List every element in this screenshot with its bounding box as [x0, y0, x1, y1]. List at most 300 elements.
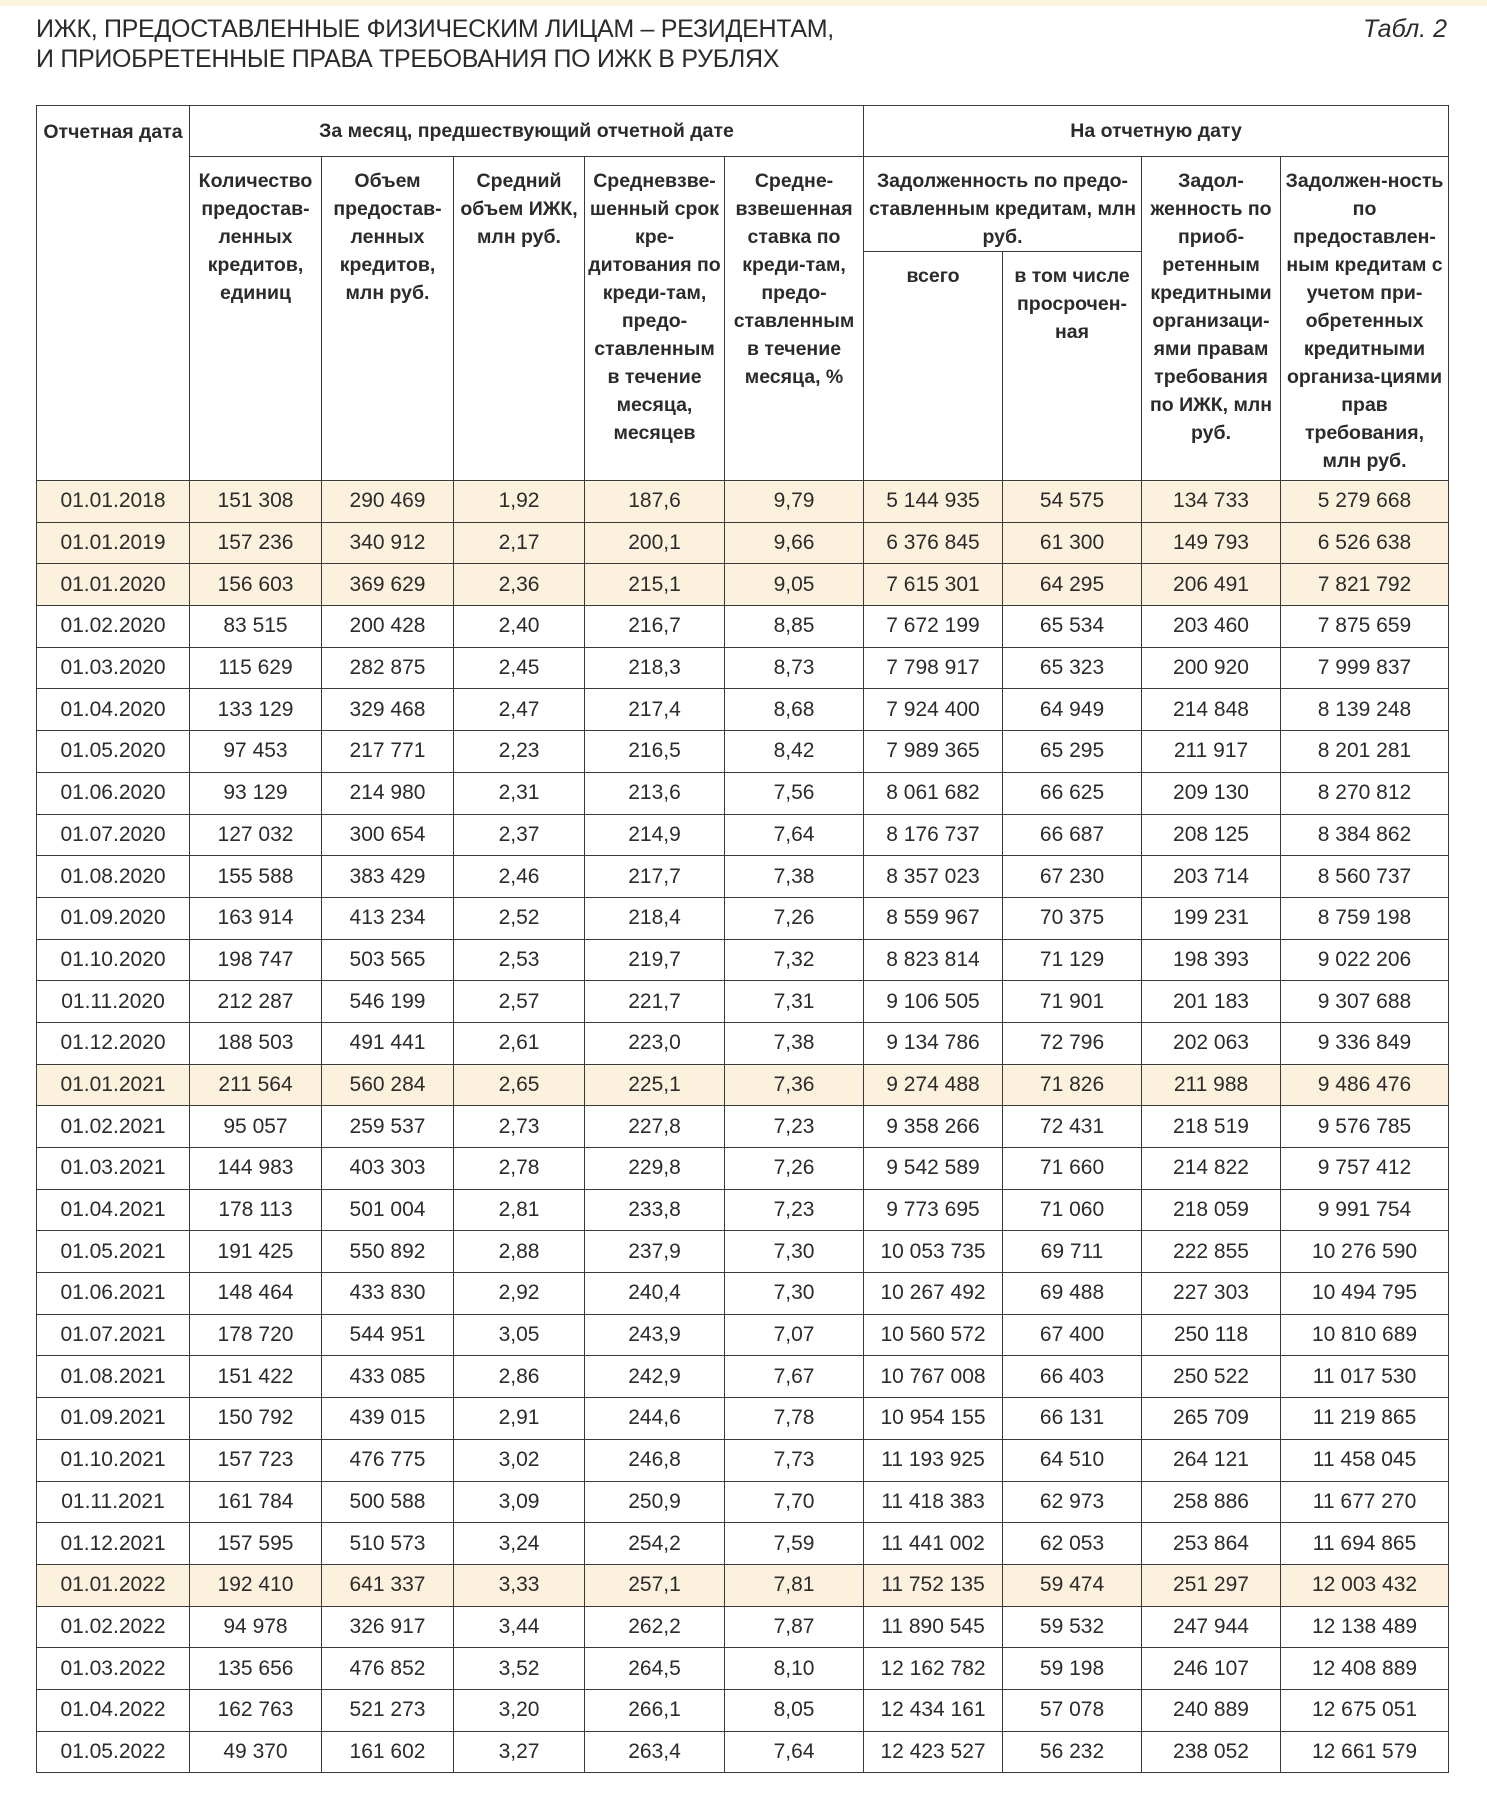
cell-avg-volume: 2,45	[454, 647, 585, 689]
cell-count: 97 453	[190, 731, 322, 773]
cell-debt-with-acquired: 9 336 849	[1281, 1022, 1449, 1064]
cell-debt-acquired: 253 864	[1142, 1523, 1281, 1565]
cell-debt-with-acquired: 9 486 476	[1281, 1064, 1449, 1106]
cell-debt-acquired: 246 107	[1142, 1648, 1281, 1690]
cell-avg-term: 223,0	[585, 1022, 725, 1064]
cell-debt-with-acquired: 12 408 889	[1281, 1648, 1449, 1690]
cell-volume: 476 775	[322, 1439, 454, 1481]
table-row	[37, 1564, 1449, 1606]
table-row	[37, 1731, 1449, 1773]
cell-debt-overdue: 69 711	[1003, 1231, 1142, 1273]
cell-avg-rate: 7,26	[725, 1148, 864, 1190]
cell-count: 211 564	[190, 1064, 322, 1106]
cell-date: 01.07.2021	[37, 1314, 190, 1356]
cell-debt-overdue: 66 625	[1003, 772, 1142, 814]
cell-date: 01.01.2019	[37, 522, 190, 564]
table-row	[37, 1481, 1449, 1523]
cell-volume: 329 468	[322, 689, 454, 731]
cell-avg-rate: 8,73	[725, 647, 864, 689]
cell-count: 49 370	[190, 1731, 322, 1773]
cell-debt-with-acquired: 11 458 045	[1281, 1439, 1449, 1481]
cell-debt-total: 7 798 917	[864, 647, 1003, 689]
table-row	[37, 1148, 1449, 1190]
cell-date: 01.01.2020	[37, 564, 190, 606]
cell-avg-term: 219,7	[585, 939, 725, 981]
cell-avg-rate: 9,05	[725, 564, 864, 606]
table-row	[37, 1022, 1449, 1064]
cell-debt-acquired: 218 519	[1142, 1106, 1281, 1148]
cell-avg-rate: 8,42	[725, 731, 864, 773]
cell-volume: 413 234	[322, 897, 454, 939]
cell-debt-total: 7 989 365	[864, 731, 1003, 773]
cell-debt-overdue: 66 687	[1003, 814, 1142, 856]
header-debt-total: всего	[864, 252, 1003, 481]
cell-volume: 476 852	[322, 1648, 454, 1690]
cell-count: 83 515	[190, 606, 322, 648]
cell-volume: 161 602	[322, 1731, 454, 1773]
cell-count: 115 629	[190, 647, 322, 689]
cell-volume: 282 875	[322, 647, 454, 689]
cell-debt-with-acquired: 9 991 754	[1281, 1189, 1449, 1231]
cell-avg-term: 240,4	[585, 1273, 725, 1315]
cell-debt-total: 5 144 935	[864, 481, 1003, 523]
cell-count: 150 792	[190, 1398, 322, 1440]
cell-avg-rate: 7,32	[725, 939, 864, 981]
cell-volume: 560 284	[322, 1064, 454, 1106]
table-header	[37, 106, 1449, 481]
cell-debt-total: 10 954 155	[864, 1398, 1003, 1440]
cell-avg-volume: 3,24	[454, 1523, 585, 1565]
cell-avg-rate: 8,10	[725, 1648, 864, 1690]
table-row	[37, 1356, 1449, 1398]
cell-debt-with-acquired: 12 675 051	[1281, 1689, 1449, 1731]
cell-volume: 510 573	[322, 1523, 454, 1565]
cell-avg-term: 250,9	[585, 1481, 725, 1523]
cell-debt-with-acquired: 10 276 590	[1281, 1231, 1449, 1273]
cell-debt-with-acquired: 7 999 837	[1281, 647, 1449, 689]
cell-debt-overdue: 62 973	[1003, 1481, 1142, 1523]
cell-debt-acquired: 134 733	[1142, 481, 1281, 523]
cell-avg-term: 243,9	[585, 1314, 725, 1356]
cell-debt-total: 11 418 383	[864, 1481, 1003, 1523]
cell-debt-overdue: 64 510	[1003, 1439, 1142, 1481]
cell-avg-rate: 8,68	[725, 689, 864, 731]
cell-debt-overdue: 62 053	[1003, 1523, 1142, 1565]
cell-date: 01.02.2020	[37, 606, 190, 648]
cell-debt-overdue: 67 400	[1003, 1314, 1142, 1356]
cell-avg-term: 229,8	[585, 1148, 725, 1190]
cell-avg-term: 218,4	[585, 897, 725, 939]
cell-debt-acquired: 258 886	[1142, 1481, 1281, 1523]
cell-avg-volume: 2,88	[454, 1231, 585, 1273]
cell-count: 212 287	[190, 981, 322, 1023]
cell-debt-acquired: 251 297	[1142, 1564, 1281, 1606]
cell-debt-total: 10 053 735	[864, 1231, 1003, 1273]
cell-date: 01.02.2022	[37, 1606, 190, 1648]
cell-debt-acquired: 214 822	[1142, 1148, 1281, 1190]
cell-count: 94 978	[190, 1606, 322, 1648]
cell-debt-overdue: 66 403	[1003, 1356, 1142, 1398]
cell-debt-acquired: 265 709	[1142, 1398, 1281, 1440]
header-month-group: За месяц, предшествующий отчетной дате	[190, 106, 864, 157]
cell-volume: 300 654	[322, 814, 454, 856]
cell-avg-rate: 7,70	[725, 1481, 864, 1523]
cell-avg-volume: 3,44	[454, 1606, 585, 1648]
cell-avg-rate: 7,23	[725, 1189, 864, 1231]
cell-debt-with-acquired: 10 494 795	[1281, 1273, 1449, 1315]
cell-debt-overdue: 54 575	[1003, 481, 1142, 523]
table-row	[37, 606, 1449, 648]
cell-avg-term: 266,1	[585, 1689, 725, 1731]
cell-avg-rate: 7,30	[725, 1231, 864, 1273]
header-date-group: На отчетную дату	[864, 106, 1449, 157]
cell-avg-volume: 1,92	[454, 481, 585, 523]
cell-debt-acquired: 222 855	[1142, 1231, 1281, 1273]
cell-count: 191 425	[190, 1231, 322, 1273]
cell-debt-with-acquired: 5 279 668	[1281, 481, 1449, 523]
cell-avg-term: 242,9	[585, 1356, 725, 1398]
cell-volume: 503 565	[322, 939, 454, 981]
cell-debt-acquired: 203 714	[1142, 856, 1281, 898]
cell-volume: 491 441	[322, 1022, 454, 1064]
cell-avg-volume: 2,47	[454, 689, 585, 731]
table-row	[37, 1314, 1449, 1356]
cell-debt-acquired: 208 125	[1142, 814, 1281, 856]
cell-avg-term: 257,1	[585, 1564, 725, 1606]
cell-count: 127 032	[190, 814, 322, 856]
cell-count: 157 595	[190, 1523, 322, 1565]
cell-avg-rate: 7,36	[725, 1064, 864, 1106]
cell-volume: 544 951	[322, 1314, 454, 1356]
cell-debt-with-acquired: 12 138 489	[1281, 1606, 1449, 1648]
cell-avg-rate: 7,26	[725, 897, 864, 939]
cell-volume: 641 337	[322, 1564, 454, 1606]
table-row	[37, 897, 1449, 939]
table-row	[37, 689, 1449, 731]
cell-debt-total: 9 274 488	[864, 1064, 1003, 1106]
cell-date: 01.10.2020	[37, 939, 190, 981]
cell-date: 01.01.2022	[37, 1564, 190, 1606]
cell-debt-overdue: 72 796	[1003, 1022, 1142, 1064]
cell-date: 01.05.2020	[37, 731, 190, 773]
cell-debt-acquired: 199 231	[1142, 897, 1281, 939]
cell-date: 01.04.2022	[37, 1689, 190, 1731]
cell-debt-overdue: 71 826	[1003, 1064, 1142, 1106]
cell-count: 198 747	[190, 939, 322, 981]
cell-debt-acquired: 206 491	[1142, 564, 1281, 606]
cell-avg-rate: 9,66	[725, 522, 864, 564]
cell-debt-with-acquired: 9 022 206	[1281, 939, 1449, 981]
cell-avg-term: 214,9	[585, 814, 725, 856]
table-row	[37, 481, 1449, 523]
cell-debt-with-acquired: 12 661 579	[1281, 1731, 1449, 1773]
cell-avg-term: 263,4	[585, 1731, 725, 1773]
cell-date: 01.10.2021	[37, 1439, 190, 1481]
header-debt-with-acquired: Задолжен-ность по предоставлен-ным кредитам с учетом при-обретенных кредитными организа-циями прав требования, млн руб.	[1281, 157, 1449, 481]
cell-debt-total: 10 560 572	[864, 1314, 1003, 1356]
header-avg-term: Средневзве-шенный срок кре-дитования по креди-там, предо-ставленным в течение месяца, месяцев	[585, 157, 725, 481]
cell-avg-rate: 7,31	[725, 981, 864, 1023]
cell-avg-rate: 7,23	[725, 1106, 864, 1148]
cell-avg-volume: 3,20	[454, 1689, 585, 1731]
cell-count: 192 410	[190, 1564, 322, 1606]
cell-count: 178 113	[190, 1189, 322, 1231]
cell-avg-volume: 2,17	[454, 522, 585, 564]
cell-avg-volume: 3,05	[454, 1314, 585, 1356]
cell-debt-with-acquired: 9 307 688	[1281, 981, 1449, 1023]
cell-volume: 403 303	[322, 1148, 454, 1190]
cell-debt-overdue: 61 300	[1003, 522, 1142, 564]
cell-debt-overdue: 57 078	[1003, 1689, 1142, 1731]
cell-avg-volume: 2,92	[454, 1273, 585, 1315]
cell-avg-volume: 2,37	[454, 814, 585, 856]
cell-debt-overdue: 59 532	[1003, 1606, 1142, 1648]
cell-debt-with-acquired: 11 219 865	[1281, 1398, 1449, 1440]
cell-debt-overdue: 66 131	[1003, 1398, 1142, 1440]
cell-date: 01.06.2021	[37, 1273, 190, 1315]
cell-date: 01.04.2021	[37, 1189, 190, 1231]
table-row	[37, 1106, 1449, 1148]
cell-debt-total: 8 176 737	[864, 814, 1003, 856]
cell-avg-volume: 2,46	[454, 856, 585, 898]
cell-avg-volume: 2,65	[454, 1064, 585, 1106]
cell-avg-volume: 2,78	[454, 1148, 585, 1190]
table-row	[37, 856, 1449, 898]
cell-debt-total: 8 559 967	[864, 897, 1003, 939]
cell-volume: 200 428	[322, 606, 454, 648]
cell-debt-overdue: 69 488	[1003, 1273, 1142, 1315]
cell-count: 144 983	[190, 1148, 322, 1190]
cell-avg-rate: 7,67	[725, 1356, 864, 1398]
cell-avg-term: 216,7	[585, 606, 725, 648]
cell-debt-acquired: 198 393	[1142, 939, 1281, 981]
table-row	[37, 939, 1449, 981]
cell-avg-volume: 2,61	[454, 1022, 585, 1064]
cell-count: 178 720	[190, 1314, 322, 1356]
cell-avg-rate: 8,05	[725, 1689, 864, 1731]
table-label: Табл. 2	[1362, 15, 1447, 43]
cell-date: 01.08.2021	[37, 1356, 190, 1398]
cell-debt-total: 11 193 925	[864, 1439, 1003, 1481]
cell-count: 133 129	[190, 689, 322, 731]
cell-debt-acquired: 149 793	[1142, 522, 1281, 564]
cell-count: 135 656	[190, 1648, 322, 1690]
cell-avg-rate: 9,79	[725, 481, 864, 523]
cell-debt-total: 9 773 695	[864, 1189, 1003, 1231]
cell-debt-acquired: 211 917	[1142, 731, 1281, 773]
cell-debt-with-acquired: 9 757 412	[1281, 1148, 1449, 1190]
cell-debt-overdue: 70 375	[1003, 897, 1142, 939]
cell-count: 148 464	[190, 1273, 322, 1315]
cell-debt-overdue: 71 129	[1003, 939, 1142, 981]
cell-date: 01.11.2021	[37, 1481, 190, 1523]
data-table	[36, 105, 1449, 1773]
cell-volume: 217 771	[322, 731, 454, 773]
cell-date: 01.09.2021	[37, 1398, 190, 1440]
cell-avg-volume: 2,53	[454, 939, 585, 981]
cell-debt-with-acquired: 8 139 248	[1281, 689, 1449, 731]
cell-count: 157 723	[190, 1439, 322, 1481]
cell-debt-total: 9 134 786	[864, 1022, 1003, 1064]
cell-debt-acquired: 247 944	[1142, 1606, 1281, 1648]
cell-debt-total: 9 542 589	[864, 1148, 1003, 1190]
cell-debt-overdue: 64 295	[1003, 564, 1142, 606]
table-row	[37, 1231, 1449, 1273]
cell-count: 188 503	[190, 1022, 322, 1064]
cell-date: 01.03.2021	[37, 1148, 190, 1190]
cell-date: 01.01.2021	[37, 1064, 190, 1106]
cell-avg-term: 237,9	[585, 1231, 725, 1273]
cell-volume: 340 912	[322, 522, 454, 564]
cell-debt-acquired: 214 848	[1142, 689, 1281, 731]
cell-date: 01.03.2022	[37, 1648, 190, 1690]
cell-avg-rate: 7,59	[725, 1523, 864, 1565]
table-row	[37, 981, 1449, 1023]
cell-debt-acquired: 250 522	[1142, 1356, 1281, 1398]
cell-avg-rate: 7,64	[725, 814, 864, 856]
header-debt-acquired: Задол-женность по приоб-ретенным кредитными организаци-ями правам требования по ИЖК, млн руб.	[1142, 157, 1281, 481]
cell-avg-volume: 3,27	[454, 1731, 585, 1773]
cell-debt-overdue: 71 901	[1003, 981, 1142, 1023]
cell-avg-term: 217,4	[585, 689, 725, 731]
title-line-1: ИЖК, ПРЕДОСТАВЛЕННЫЕ ФИЗИЧЕСКИМ ЛИЦАМ – РЕЗИДЕНТАМ,	[36, 15, 834, 43]
cell-debt-with-acquired: 9 576 785	[1281, 1106, 1449, 1148]
cell-debt-overdue: 56 232	[1003, 1731, 1142, 1773]
cell-debt-with-acquired: 8 384 862	[1281, 814, 1449, 856]
cell-volume: 290 469	[322, 481, 454, 523]
cell-date: 01.03.2020	[37, 647, 190, 689]
cell-date: 01.12.2020	[37, 1022, 190, 1064]
cell-debt-acquired: 209 130	[1142, 772, 1281, 814]
cell-debt-with-acquired: 11 017 530	[1281, 1356, 1449, 1398]
cell-avg-volume: 2,73	[454, 1106, 585, 1148]
cell-avg-term: 254,2	[585, 1523, 725, 1565]
cell-count: 151 308	[190, 481, 322, 523]
cell-debt-acquired: 240 889	[1142, 1689, 1281, 1731]
cell-volume: 369 629	[322, 564, 454, 606]
table-row	[37, 814, 1449, 856]
cell-count: 93 129	[190, 772, 322, 814]
cell-avg-volume: 2,52	[454, 897, 585, 939]
header-debt-group: Задолженность по предо-ставленным кредитам, млн руб.	[864, 157, 1142, 252]
cell-volume: 550 892	[322, 1231, 454, 1273]
cell-date: 01.09.2020	[37, 897, 190, 939]
cell-debt-acquired: 238 052	[1142, 1731, 1281, 1773]
cell-debt-acquired: 200 920	[1142, 647, 1281, 689]
cell-debt-overdue: 65 295	[1003, 731, 1142, 773]
cell-count: 157 236	[190, 522, 322, 564]
cell-debt-with-acquired: 8 270 812	[1281, 772, 1449, 814]
cell-avg-term: 262,2	[585, 1606, 725, 1648]
cell-avg-rate: 7,30	[725, 1273, 864, 1315]
cell-avg-term: 221,7	[585, 981, 725, 1023]
cell-volume: 383 429	[322, 856, 454, 898]
cell-date: 01.05.2021	[37, 1231, 190, 1273]
cell-volume: 326 917	[322, 1606, 454, 1648]
cell-date: 01.05.2022	[37, 1731, 190, 1773]
cell-debt-with-acquired: 8 560 737	[1281, 856, 1449, 898]
cell-debt-with-acquired: 12 003 432	[1281, 1564, 1449, 1606]
cell-debt-with-acquired: 10 810 689	[1281, 1314, 1449, 1356]
cell-debt-with-acquired: 11 694 865	[1281, 1523, 1449, 1565]
cell-avg-volume: 3,09	[454, 1481, 585, 1523]
cell-avg-rate: 7,64	[725, 1731, 864, 1773]
cell-debt-total: 8 061 682	[864, 772, 1003, 814]
cell-debt-overdue: 67 230	[1003, 856, 1142, 898]
cell-avg-rate: 8,85	[725, 606, 864, 648]
cell-avg-term: 216,5	[585, 731, 725, 773]
header-volume: Объем предостав-ленных кредитов, млн руб.	[322, 157, 454, 481]
cell-debt-acquired: 211 988	[1142, 1064, 1281, 1106]
cell-debt-total: 11 890 545	[864, 1606, 1003, 1648]
cell-volume: 433 085	[322, 1356, 454, 1398]
cell-debt-overdue: 65 534	[1003, 606, 1142, 648]
header-debt-overdue: в том числе просрочен-ная	[1003, 252, 1142, 481]
cell-debt-with-acquired: 8 201 281	[1281, 731, 1449, 773]
cell-debt-overdue: 72 431	[1003, 1106, 1142, 1148]
cell-date: 01.08.2020	[37, 856, 190, 898]
cell-avg-volume: 2,57	[454, 981, 585, 1023]
table-row	[37, 1523, 1449, 1565]
cell-avg-term: 227,8	[585, 1106, 725, 1148]
cell-avg-term: 213,6	[585, 772, 725, 814]
cell-debt-overdue: 71 660	[1003, 1148, 1142, 1190]
cell-avg-term: 225,1	[585, 1064, 725, 1106]
cell-debt-with-acquired: 11 677 270	[1281, 1481, 1449, 1523]
cell-count: 162 763	[190, 1689, 322, 1731]
table-row	[37, 522, 1449, 564]
cell-avg-volume: 3,02	[454, 1439, 585, 1481]
cell-debt-overdue: 65 323	[1003, 647, 1142, 689]
table-row	[37, 731, 1449, 773]
cell-debt-total: 10 767 008	[864, 1356, 1003, 1398]
cell-avg-term: 200,1	[585, 522, 725, 564]
cell-debt-total: 7 672 199	[864, 606, 1003, 648]
cell-avg-volume: 3,52	[454, 1648, 585, 1690]
cell-count: 155 588	[190, 856, 322, 898]
cell-date: 01.12.2021	[37, 1523, 190, 1565]
cell-avg-volume: 3,33	[454, 1564, 585, 1606]
cell-count: 156 603	[190, 564, 322, 606]
cell-date: 01.07.2020	[37, 814, 190, 856]
cell-avg-rate: 7,38	[725, 856, 864, 898]
cell-debt-acquired: 227 303	[1142, 1273, 1281, 1315]
cell-avg-term: 218,3	[585, 647, 725, 689]
cell-volume: 500 588	[322, 1481, 454, 1523]
table-row	[37, 1689, 1449, 1731]
cell-avg-term: 217,7	[585, 856, 725, 898]
table-row	[37, 1648, 1449, 1690]
cell-debt-acquired: 250 118	[1142, 1314, 1281, 1356]
cell-debt-total: 9 106 505	[864, 981, 1003, 1023]
cell-volume: 439 015	[322, 1398, 454, 1440]
cell-debt-total: 11 441 002	[864, 1523, 1003, 1565]
cell-count: 161 784	[190, 1481, 322, 1523]
cell-avg-rate: 7,87	[725, 1606, 864, 1648]
cell-volume: 259 537	[322, 1106, 454, 1148]
cell-debt-total: 8 823 814	[864, 939, 1003, 981]
table-row	[37, 1439, 1449, 1481]
table-row	[37, 1606, 1449, 1648]
cell-avg-volume: 2,86	[454, 1356, 585, 1398]
cell-avg-volume: 2,36	[454, 564, 585, 606]
table-row	[37, 1189, 1449, 1231]
cell-date: 01.06.2020	[37, 772, 190, 814]
cell-avg-volume: 2,31	[454, 772, 585, 814]
cell-avg-rate: 7,38	[725, 1022, 864, 1064]
cell-debt-acquired: 264 121	[1142, 1439, 1281, 1481]
table-row	[37, 647, 1449, 689]
